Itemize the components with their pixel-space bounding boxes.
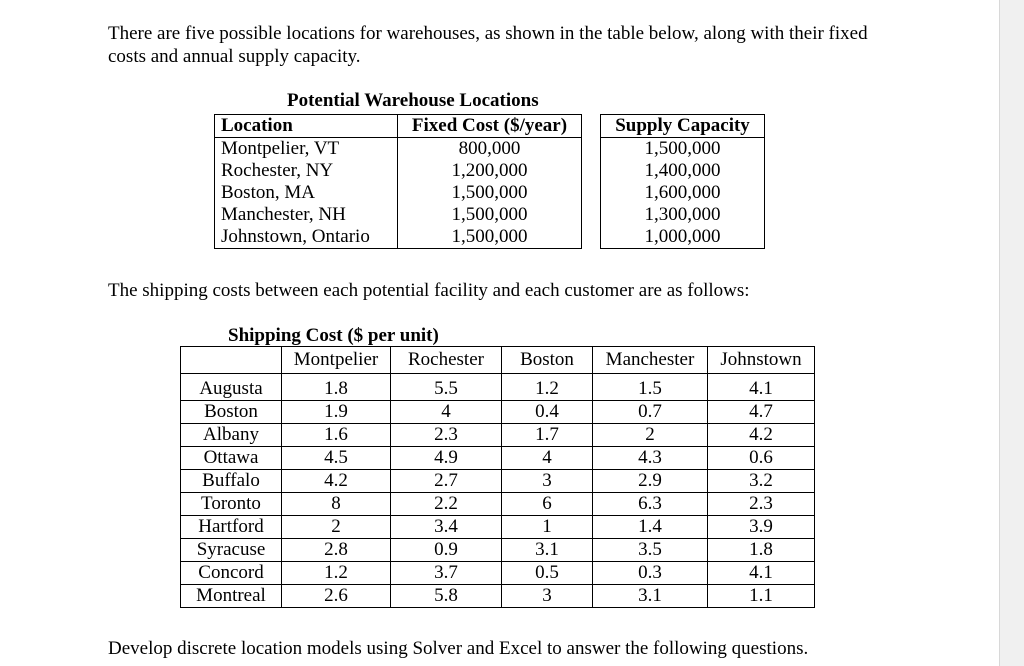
shipping-cost-cell: 4.5	[282, 447, 391, 470]
warehouse-capacity-cell: 1,500,000	[601, 138, 765, 161]
warehouse-row	[215, 138, 765, 161]
warehouse-capacity-cell: 1,000,000	[601, 226, 765, 249]
shipping-table-header-row	[181, 347, 815, 374]
warehouse-location-cell: Rochester, NY	[215, 160, 398, 182]
shipping-cost-cell: 4.3	[593, 447, 708, 470]
shipping-cost-cell: 1.7	[502, 424, 593, 447]
warehouse-table-header-row	[215, 115, 765, 138]
shipping-cost-cell: 4.9	[391, 447, 502, 470]
shipping-cost-cell: 5.8	[391, 585, 502, 608]
column-gap	[582, 138, 601, 161]
shipping-cost-cell: 2.3	[391, 424, 502, 447]
shipping-cost-cell: 2.9	[593, 470, 708, 493]
shipping-intro-paragraph: The shipping costs between each potential facility and each customer are as follows:	[108, 280, 750, 301]
warehouse-row	[215, 182, 765, 204]
shipping-cost-cell: 4.1	[708, 374, 815, 401]
shipping-cost-cell: 3.2	[708, 470, 815, 493]
warehouse-capacity-cell: 1,400,000	[601, 160, 765, 182]
shipping-cost-cell: 1.8	[282, 374, 391, 401]
shipping-cost-cell: 8	[282, 493, 391, 516]
shipping-cost-cell: 2	[282, 516, 391, 539]
warehouse-fixed-cost-cell: 1,200,000	[398, 160, 582, 182]
warehouse-location-cell: Boston, MA	[215, 182, 398, 204]
shipping-cost-cell: 3	[502, 585, 593, 608]
shipping-cost-cell: 4	[391, 401, 502, 424]
warehouse-table	[214, 114, 765, 249]
shipping-row	[181, 516, 815, 539]
shipping-header-facility: Rochester	[391, 347, 502, 374]
warehouse-row	[215, 226, 765, 249]
shipping-cost-cell: 3.1	[502, 539, 593, 562]
warehouse-fixed-cost-cell: 1,500,000	[398, 182, 582, 204]
column-gap	[582, 160, 601, 182]
shipping-cost-cell: 3.7	[391, 562, 502, 585]
shipping-cost-cell: 4	[502, 447, 593, 470]
intro-paragraph: There are five possible locations for warehouses, as shown in the table below, along with their fixed costs and annual supply capacity.	[108, 23, 868, 67]
header-location: Location	[215, 115, 398, 138]
shipping-customer-cell: Boston	[181, 401, 282, 424]
shipping-row	[181, 539, 815, 562]
shipping-customer-cell: Albany	[181, 424, 282, 447]
shipping-cost-cell: 1	[502, 516, 593, 539]
shipping-cost-cell: 0.3	[593, 562, 708, 585]
shipping-customer-cell: Buffalo	[181, 470, 282, 493]
warehouse-location-cell: Manchester, NH	[215, 204, 398, 226]
shipping-customer-cell: Syracuse	[181, 539, 282, 562]
column-gap	[582, 226, 601, 249]
shipping-customer-cell: Ottawa	[181, 447, 282, 470]
warehouse-fixed-cost-cell: 800,000	[398, 138, 582, 161]
shipping-cost-cell: 3	[502, 470, 593, 493]
shipping-cost-cell: 1.2	[282, 562, 391, 585]
shipping-customer-cell: Montreal	[181, 585, 282, 608]
shipping-header-facility: Manchester	[593, 347, 708, 374]
shipping-cost-cell: 3.5	[593, 539, 708, 562]
shipping-cost-cell: 3.1	[593, 585, 708, 608]
shipping-cost-cell: 2.6	[282, 585, 391, 608]
shipping-cost-cell: 4.1	[708, 562, 815, 585]
warehouse-table-caption: Potential Warehouse Locations	[287, 90, 539, 111]
shipping-cost-cell: 3.4	[391, 516, 502, 539]
shipping-cost-cell: 2.7	[391, 470, 502, 493]
warehouse-fixed-cost-cell: 1,500,000	[398, 204, 582, 226]
warehouse-location-cell: Montpelier, VT	[215, 138, 398, 161]
shipping-cost-cell: 1.1	[708, 585, 815, 608]
shipping-cost-cell: 1.5	[593, 374, 708, 401]
shipping-customer-cell: Toronto	[181, 493, 282, 516]
shipping-header-facility: Boston	[502, 347, 593, 374]
shipping-customer-cell: Concord	[181, 562, 282, 585]
shipping-cost-cell: 1.4	[593, 516, 708, 539]
shipping-cost-cell: 1.2	[502, 374, 593, 401]
shipping-cost-table	[180, 346, 815, 608]
shipping-cost-cell: 2.3	[708, 493, 815, 516]
shipping-row	[181, 401, 815, 424]
shipping-cost-cell: 0.5	[502, 562, 593, 585]
warehouse-fixed-cost-cell: 1,500,000	[398, 226, 582, 249]
shipping-cost-cell: 2	[593, 424, 708, 447]
warehouse-location-cell: Johnstown, Ontario	[215, 226, 398, 249]
shipping-cost-cell: 0.4	[502, 401, 593, 424]
shipping-customer-cell: Hartford	[181, 516, 282, 539]
column-gap	[582, 182, 601, 204]
shipping-cost-cell: 3.9	[708, 516, 815, 539]
warehouse-row	[215, 160, 765, 182]
shipping-cost-cell: 4.7	[708, 401, 815, 424]
header-supply-capacity: Supply Capacity	[601, 115, 765, 138]
shipping-cost-cell: 4.2	[282, 470, 391, 493]
warehouse-table-body	[215, 138, 765, 249]
shipping-cost-cell: 2.2	[391, 493, 502, 516]
shipping-row	[181, 493, 815, 516]
shipping-row	[181, 585, 815, 608]
shipping-row	[181, 562, 815, 585]
shipping-cost-cell: 1.6	[282, 424, 391, 447]
warehouse-capacity-cell: 1,300,000	[601, 204, 765, 226]
shipping-row	[181, 424, 815, 447]
shipping-cost-cell: 5.5	[391, 374, 502, 401]
shipping-header-blank	[181, 347, 282, 374]
column-gap	[582, 115, 601, 138]
shipping-row	[181, 374, 815, 401]
shipping-table-body	[181, 374, 815, 608]
scrollbar-track[interactable]	[999, 0, 1024, 666]
shipping-header-facility: Montpelier	[282, 347, 391, 374]
shipping-cost-cell: 1.8	[708, 539, 815, 562]
closing-paragraph: Develop discrete location models using Solver and Excel to answer the following questions.	[108, 638, 809, 659]
shipping-cost-cell: 0.7	[593, 401, 708, 424]
shipping-customer-cell: Augusta	[181, 374, 282, 401]
shipping-row	[181, 470, 815, 493]
shipping-row	[181, 447, 815, 470]
column-gap	[582, 204, 601, 226]
shipping-cost-cell: 6	[502, 493, 593, 516]
warehouse-capacity-cell: 1,600,000	[601, 182, 765, 204]
shipping-cost-cell: 1.9	[282, 401, 391, 424]
shipping-cost-cell: 2.8	[282, 539, 391, 562]
shipping-table-caption: Shipping Cost ($ per unit)	[228, 325, 439, 346]
shipping-cost-cell: 0.6	[708, 447, 815, 470]
header-fixed-cost: Fixed Cost ($/year)	[398, 115, 582, 138]
shipping-cost-cell: 4.2	[708, 424, 815, 447]
shipping-cost-cell: 0.9	[391, 539, 502, 562]
shipping-cost-cell: 6.3	[593, 493, 708, 516]
shipping-header-facility: Johnstown	[708, 347, 815, 374]
warehouse-row	[215, 204, 765, 226]
